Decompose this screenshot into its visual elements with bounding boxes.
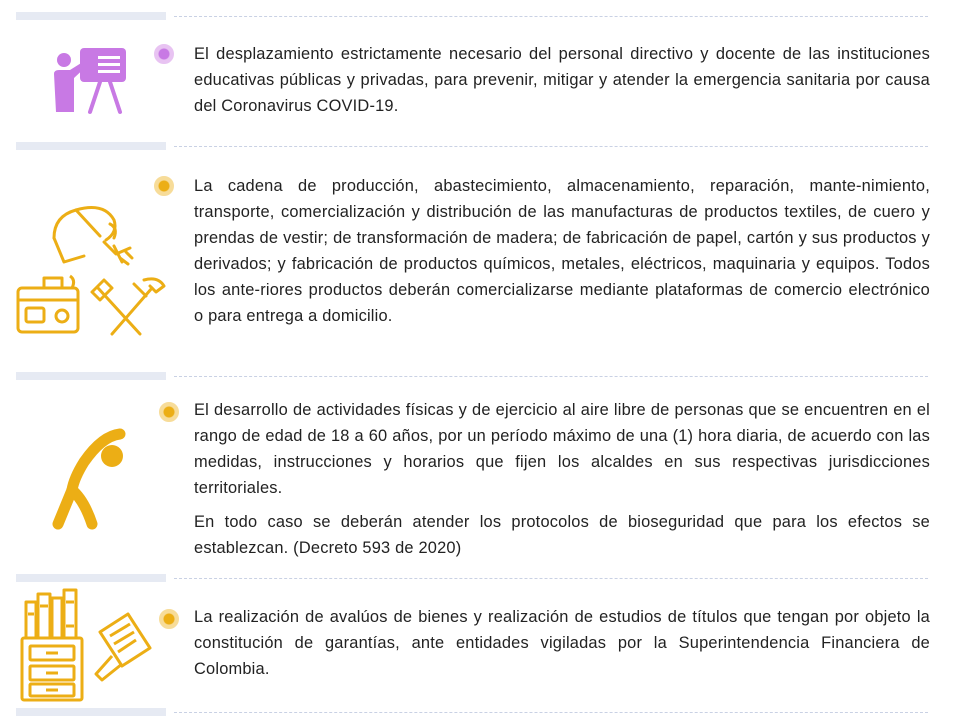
separator <box>16 372 928 382</box>
item-3-note: En todo caso se deberán atender los protocolos de bioseguridad que para los efectos se establezcan. (Decreto 593 de 2020) <box>194 513 930 557</box>
separator <box>16 708 928 718</box>
separator <box>16 12 928 22</box>
item-2-text: La cadena de producción, abastecimiento, almacenamiento, reparación, mante-nimiento, transporte, comercialización y distribución de las manufacturas de productos textiles, de cuero y prendas de vestir; de transformación de madera; de fabricación de papel, cartón y sus productos y derivados; y fabricación de productos químicos, metales, eléctricos, maquinaria y equipos. Todos los ante-riores productos deberán comercializarse mediante plataformas de comercio electrónico o para entrega a domicilio. <box>194 177 930 325</box>
separator <box>16 574 928 584</box>
bullet-icon <box>159 609 179 629</box>
item-3-text: El desarrollo de actividades físicas y de ejercicio al aire libre de personas que se encuentren en el rango de edad de 18 a 60 años, por un período máximo de una (1) hora diaria, de acuerdo con las medidas, instrucciones y horarios que fijen los alcaldes en sus respectivas jurisdicciones territoriales. <box>194 401 930 497</box>
item-1-text: El desplazamiento estrictamente necesario del personal directivo y docente de las instituciones educativas públicas y privadas, para prevenir, mitigar y atender la emergencia sanitaria por causa del Coronavirus COVID-19. <box>194 45 930 115</box>
separator <box>16 142 928 152</box>
files-documents-icon <box>18 586 158 704</box>
bullet-icon <box>159 402 179 422</box>
manufacturing-icons <box>14 188 170 342</box>
bullet-icon <box>154 44 174 64</box>
item-4-text: La realización de avalúos de bienes y realización de estudios de títulos que tengan por objeto la constitución de garantías, ante entidades vigiladas por la Superintendencia Financiera de Colombia. <box>194 608 930 678</box>
bullet-icon <box>154 176 174 196</box>
exercise-stretch-icon <box>50 428 130 532</box>
teacher-presentation-icon <box>52 44 132 116</box>
